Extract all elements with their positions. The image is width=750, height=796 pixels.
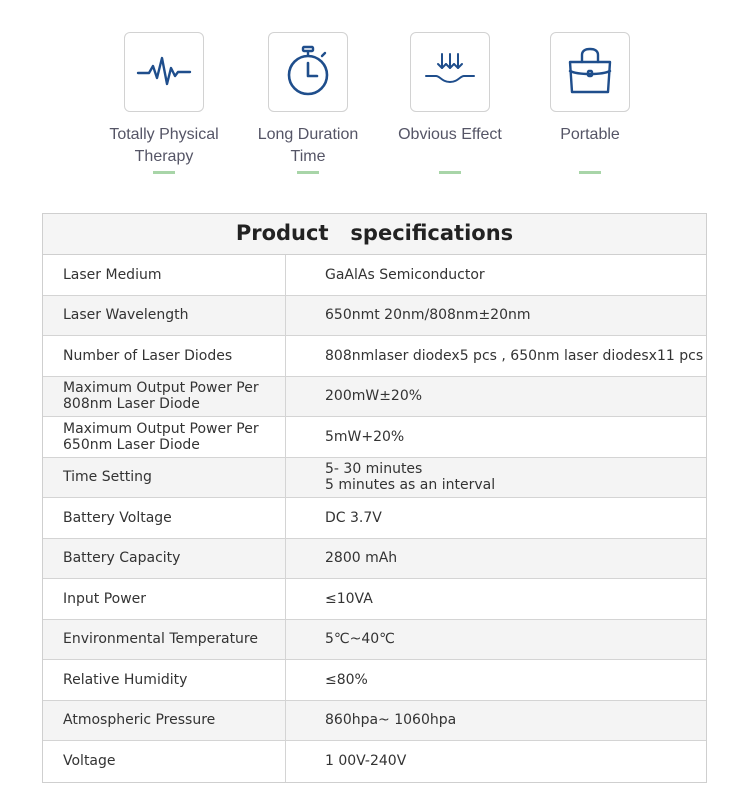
spec-value: ≤10VA: [325, 590, 373, 607]
feature-strip: [0, 0, 750, 200]
spec-label: Input Power: [43, 579, 286, 619]
spec-value: GaAlAs Semiconductor: [325, 266, 485, 283]
spec-label: Maximum Output Power Per 808nm Laser Diode: [43, 377, 286, 417]
feature-label: Obvious Effect: [398, 126, 502, 143]
feature-portable: [510, 32, 670, 146]
feature-accent-bar: [439, 171, 461, 174]
spec-value: 650nmt 20nm/808nm±20nm: [325, 307, 531, 324]
spec-label: Battery Voltage: [43, 498, 286, 538]
spec-value: 860hpa~ 1060hpa: [325, 712, 457, 729]
table-row: [43, 255, 706, 296]
feature-icon-box: [550, 32, 630, 112]
spec-label: Atmospheric Pressure: [43, 701, 286, 741]
feature-accent-bar: [153, 171, 175, 174]
spec-label: Time Setting: [43, 458, 286, 498]
arrows-down-icon: [422, 44, 478, 100]
spec-value: DC 3.7V: [325, 509, 382, 526]
feature-icon-box: [268, 32, 348, 112]
table-row: [43, 579, 706, 620]
feature-accent-bar: [579, 171, 601, 174]
spec-value: 2800 mAh: [325, 550, 398, 567]
product-specifications-table: [42, 213, 707, 783]
stopwatch-icon: [280, 44, 336, 100]
spec-value: 200mW±20%: [325, 388, 423, 405]
spec-value: 5mW+20%: [325, 428, 405, 445]
table-row: [43, 660, 706, 701]
feature-label: Totally Physical Therapy: [109, 126, 219, 165]
table-row: [43, 458, 706, 499]
spec-value: 5℃~40℃: [325, 631, 395, 648]
table-row: [43, 377, 706, 418]
table-row: [43, 620, 706, 661]
spec-label: Number of Laser Diodes: [43, 336, 286, 376]
heartbeat-icon: [136, 44, 192, 100]
feature-obvious-effect: [370, 32, 530, 146]
spec-value: ≤80%: [325, 671, 368, 688]
table-row: [43, 296, 706, 337]
feature-icon-box: [124, 32, 204, 112]
table-row: [43, 539, 706, 580]
spec-label: Maximum Output Power Per 650nm Laser Diode: [43, 417, 286, 457]
feature-long-duration-time: [228, 32, 388, 168]
feature-icon-box: [410, 32, 490, 112]
spec-label: Relative Humidity: [43, 660, 286, 700]
spec-label: Voltage: [43, 741, 286, 782]
spec-value: 1 00V-240V: [325, 753, 407, 770]
spec-label: Laser Wavelength: [43, 296, 286, 336]
table-row: [43, 336, 706, 377]
spec-table-title: Product specifications: [43, 214, 706, 255]
spec-label: Environmental Temperature: [43, 620, 286, 660]
table-row: [43, 741, 706, 782]
spec-label: Battery Capacity: [43, 539, 286, 579]
feature-label: Long Duration Time: [257, 126, 359, 165]
bag-icon: [562, 44, 618, 100]
feature-totally-physical-therapy: [84, 32, 244, 168]
spec-value: 5- 30 minutes 5 minutes as an interval: [325, 461, 496, 494]
spec-value: 808nmlaser diodex5 pcs , 650nm laser diodesx11 pcs: [325, 347, 704, 364]
table-row: [43, 498, 706, 539]
feature-label: Portable: [560, 126, 620, 143]
feature-accent-bar: [297, 171, 319, 174]
table-row: [43, 701, 706, 742]
table-row: [43, 417, 706, 458]
spec-label: Laser Medium: [43, 255, 286, 295]
